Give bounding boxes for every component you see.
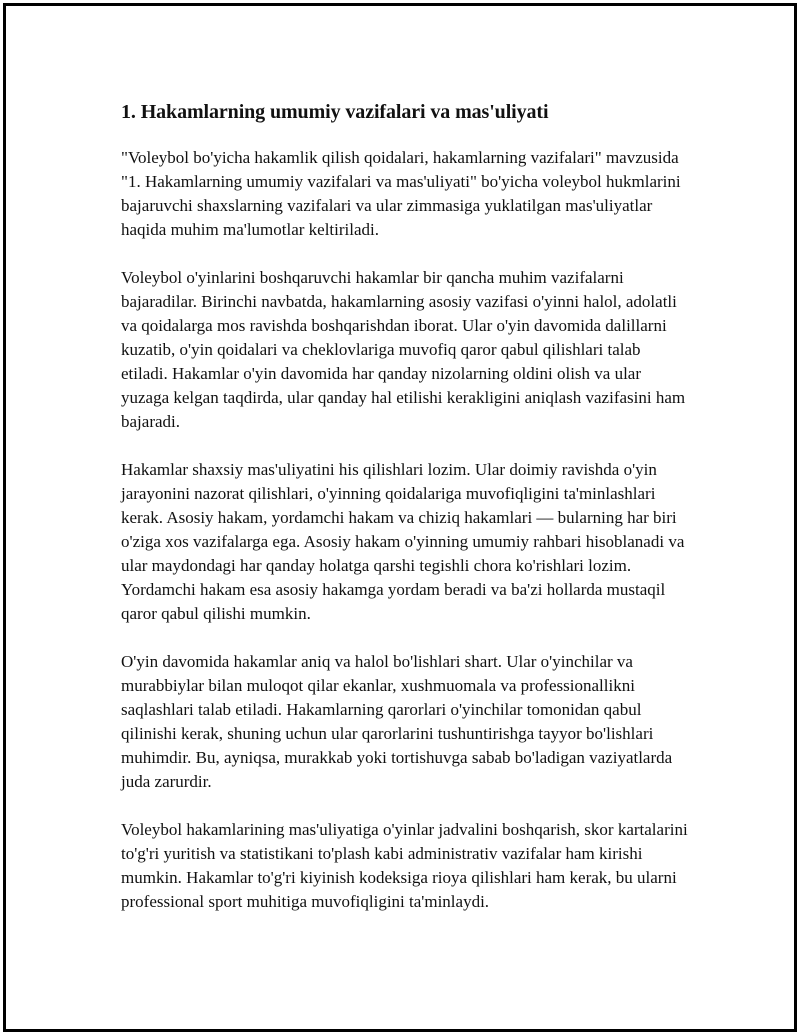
document-body (121, 98, 691, 938)
paragraph-responsibility: Hakamlar shaxsiy mas'uliyatini his qilishlari lozim. Ular doimiy ravishda o'yin jarayonini nazorat qilishlari, o'yinning qoidalariga muvofiqligini ta'minlashlari kerak. Asosiy hakam, yordamchi hakam va chiziq hakamlari — bularning har biri o'ziga xos vazifalarga ega. Asosiy hakam o'yinning umumiy rahbari hisoblanadi va ular maydondagi har qanday holatga qarshi tegishli chora ko'rishlari lozim. Yordamchi hakam esa asosiy hakamga yordam beradi va ba'zi hollarda mustaqil qaror qabul qilishi mumkin. (121, 460, 685, 623)
paragraph-duties: Voleybol o'yinlarini boshqaruvchi hakamlar bir qancha muhim vazifalarni bajaradilar. Birinchi navbatda, hakamlarning asosiy vazifasi o'yinni halol, adolatli va qoidalarga mos ravishda boshqarishdan iborat. Ular o'yin davomida dalillarni kuzatib, o'yin qoidalari va cheklovlariga muvofiq qaror qabul qilishlari talab etiladi. Hakamlar o'yin davomida har qanday nizolarning oldini olish va ular yuzaga kelgan taqdirda, ular qanday hal etilishi kerakligini aniqlash vazifasini ham bajaradi. (121, 268, 686, 431)
section-heading: 1. Hakamlarning umumiy vazifalari va mas'uliyati (121, 101, 549, 123)
paragraph-administrative: Voleybol hakamlarining mas'uliyatiga o'yinlar jadvalini boshqarish, skor kartalarini to'g'ri yuritish va statistikani to'plash kabi administrativ vazifalar ham kirishi mumkin. Hakamlar to'g'ri kiyinish kodeksiga rioya qilishlari ham kerak, bu ularni professional sport muhitiga muvofiqligini ta'minlaydi. (121, 820, 688, 911)
page-frame (3, 3, 797, 1032)
paragraph-conduct: O'yin davomida hakamlar aniq va halol bo'lishlari shart. Ular o'yinchilar va murabbiylar bilan muloqot qilar ekanlar, xushmuomala va professionallikni saqlashlari talab etiladi. Hakamlarning qarorlari o'yinchilar tomonidan qabul qilinishi kerak, shuning uchun ular qarorlarini tushuntirishga tayyor bo'lishlari muhimdir. Bu, ayniqsa, murakkab yoki tortishuvga sabab bo'ladigan vaziyatlarda juda zarurdir. (121, 652, 673, 791)
paragraph-intro: "Voleybol bo'yicha hakamlik qilish qoidalari, hakamlarning vazifalari" mavzusida "1. Hakamlarning umumiy vazifalari va mas'uliyati" bo'yicha voleybol hukmlarini bajaruvchi shaxslarning vazifalari va ular zimmasiga yuklatilgan mas'uliyatlar haqida muhim ma'lumotlar keltiriladi. (121, 148, 681, 239)
